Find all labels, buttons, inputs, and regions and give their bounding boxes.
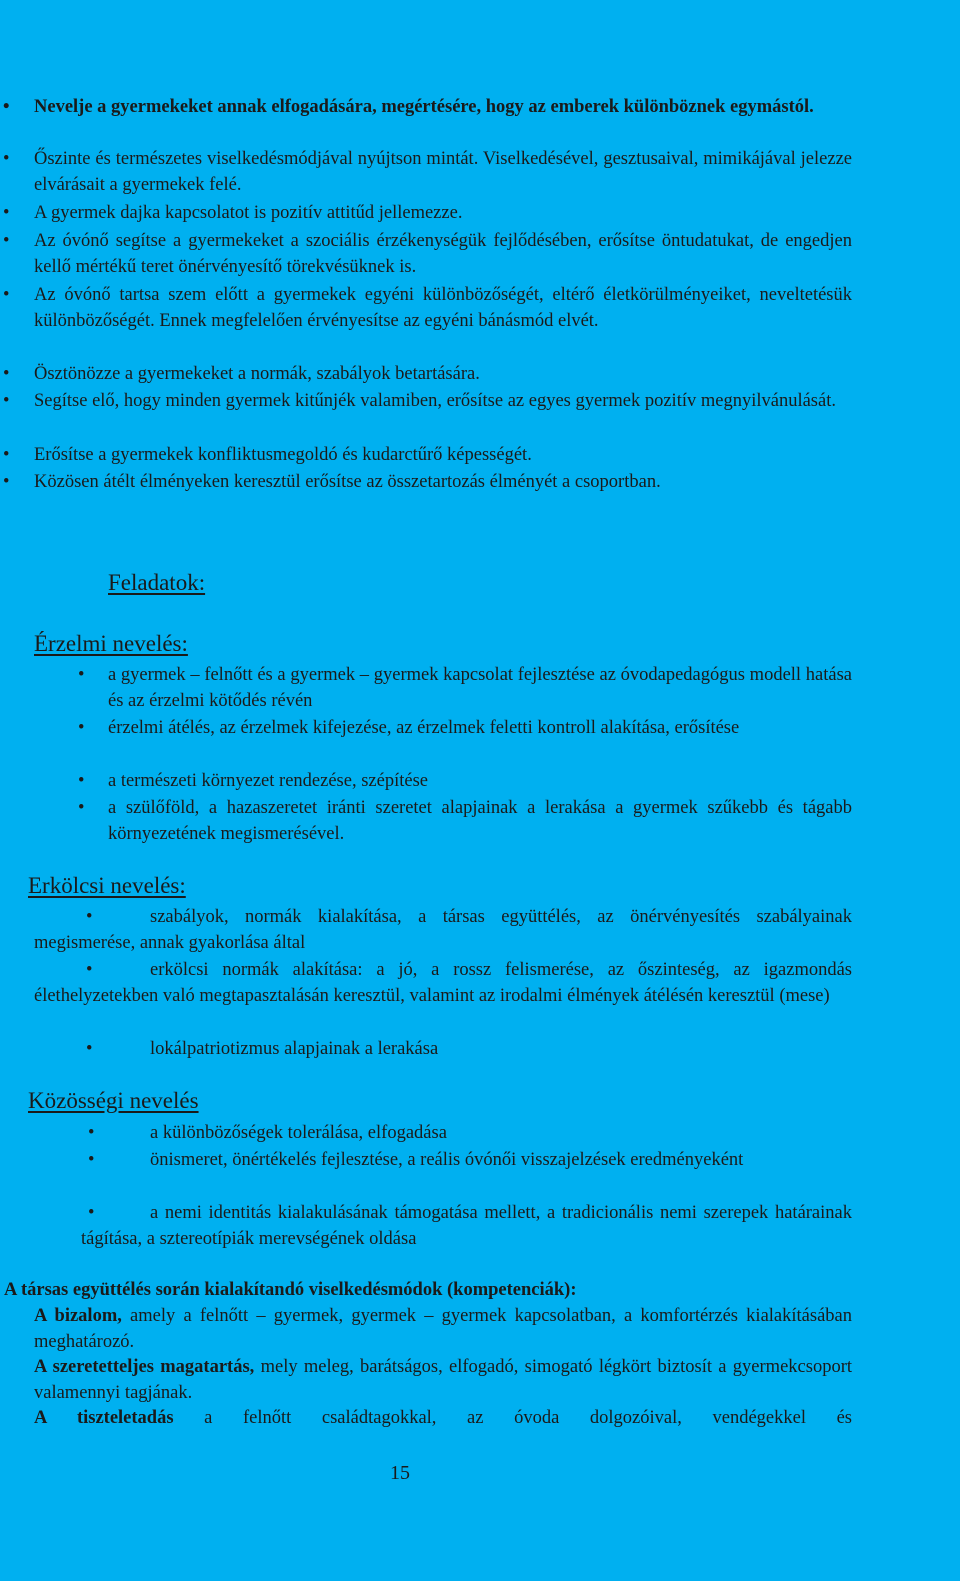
bullet-icon: •	[88, 1150, 95, 1170]
list1-item-2-text: Őszinte és természetes viselkedésmódjával nyújtson mintát. Viselkedésével, gesztusaival, mimikájával jelezze elvárásait a gyermekek felé.	[34, 149, 852, 195]
kompetencia-p2	[34, 1354, 852, 1406]
erkolcsi-item-3	[34, 1036, 852, 1062]
bullet-icon: •	[78, 771, 85, 791]
bullet-icon: •	[78, 665, 85, 685]
list1-item-6	[3, 361, 852, 387]
bullet-icon: •	[78, 718, 85, 738]
list1-item-3	[3, 200, 852, 226]
kompetencia-p3-bold: A tiszteletadás	[34, 1408, 174, 1428]
erzelmi-item-1	[78, 662, 852, 714]
bullet-icon: •	[78, 798, 85, 818]
list1-item-8	[3, 442, 852, 468]
erkolcsi-item-3-text: lokálpatriotizmus alapjainak a lerakása	[150, 1039, 439, 1059]
list1-item-4	[3, 228, 852, 280]
kozossegi-item-3-text: a nemi identitás kialakulásának támogatása mellett, a tradicionális nemi szerepek határainak tágítása, a sztereotípiák merevségének oldása	[81, 1203, 852, 1249]
erzelmi-item-2	[78, 715, 852, 741]
list1-item-4-text: Az óvónő segítse a gyermekeket a szociális érzékenységük fejlődésében, erősítse öntudatukat, de engedjen kellő mértékű teret önérvényesítő törekvésüknek is.	[34, 231, 852, 277]
erkolcsi-item-1	[34, 904, 852, 956]
list1-item-1-text: Nevelje a gyermekeket annak elfogadására, megértésére, hogy az emberek különböznek egymástól.	[34, 97, 814, 117]
list1-item-3-text: A gyermek dajka kapcsolatot is pozitív attitűd jellemezze.	[34, 203, 463, 223]
erzelmi-item-2-text: érzelmi átélés, az érzelmek kifejezése, az érzelmek feletti kontroll alakítása, erősítése	[108, 718, 740, 738]
list1-item-9-text: Közösen átélt élményeken keresztül erősítse az összetartozás élményét a csoportban.	[34, 472, 661, 492]
bullet-icon: •	[3, 97, 10, 117]
kompetencia-p3-rest: a felnőtt családtagokkal, az óvoda dolgozóival, vendégekkel és	[173, 1408, 852, 1428]
erkolcsi-item-1-text: szabályok, normák kialakítása, a társas együttélés, az önérvényesítés szabályainak megismerése, annak gyakorlása által	[34, 907, 852, 953]
bullet-icon: •	[3, 445, 10, 465]
bullet-icon: •	[3, 203, 10, 223]
bullet-icon: •	[3, 149, 10, 169]
erkolcsi-item-2	[34, 957, 852, 1009]
page-number: 15	[390, 1462, 410, 1484]
heading-erzelmi: Érzelmi nevelés:	[34, 631, 188, 656]
bullet-icon: •	[3, 364, 10, 384]
kompetencia-title: A társas együttélés során kialakítandó viselkedésmódok (kompetenciák):	[4, 1280, 577, 1300]
bullet-icon: •	[88, 1123, 95, 1143]
erzelmi-item-1-text: a gyermek – felnőtt és a gyermek – gyermek kapcsolat fejlesztése az óvodapedagógus modell hatása és az érzelmi kötődés révén	[108, 665, 852, 711]
list1-item-7-text: Segítse elő, hogy minden gyermek kitűnjék valamiben, erősítse az egyes gyermek pozitív megnyilvánulását.	[34, 391, 836, 411]
erzelmi-item-4	[78, 795, 852, 847]
kozossegi-item-2-text: önismeret, önértékelés fejlesztése, a reális óvónői visszajelzések eredményeként	[150, 1150, 744, 1170]
list1-item-2	[3, 146, 852, 198]
list1-item-1	[3, 94, 852, 120]
bullet-icon: •	[3, 391, 10, 411]
kozossegi-item-1-text: a különbözőségek tolerálása, elfogadása	[150, 1123, 447, 1143]
bullet-icon: •	[3, 231, 10, 251]
list1-item-9	[3, 469, 852, 495]
bullet-icon: •	[86, 907, 93, 927]
erzelmi-item-4-text: a szülőföld, a hazaszeretet iránti szeretet alapjainak a lerakása a gyermek szűkebb és tágabb környezetének megismerésével.	[108, 798, 852, 844]
bullet-icon: •	[86, 960, 93, 980]
kompetencia-p2-bold: A szeretetteljes magatartás,	[34, 1357, 255, 1377]
bullet-icon: •	[3, 285, 10, 305]
list1-item-7	[3, 388, 852, 414]
kompetencia-p2-rest: mely meleg, barátságos, elfogadó, simogató légkört biztosít a gyermekcsoport valamennyi tagjának.	[34, 1357, 852, 1403]
list1-item-6-text: Ösztönözze a gyermekeket a normák, szabályok betartására.	[34, 364, 480, 384]
list1-item-5	[3, 282, 852, 334]
erzelmi-item-3-text: a természeti környezet rendezése, szépítése	[108, 771, 428, 791]
kompetencia-p1	[34, 1303, 852, 1355]
kompetencia-p1-rest: amely a felnőtt – gyermek, gyermek – gyermek kapcsolatban, a komfortérzés kialakításában meghatározó.	[34, 1306, 852, 1352]
list1-item-5-text: Az óvónő tartsa szem előtt a gyermekek egyéni különbözőségét, eltérő életkörülményeiket, neveltetésük különbözőségét. Ennek megfelelően érvényesítse az egyéni bánásmód elvét.	[34, 285, 852, 331]
bullet-icon: •	[86, 1039, 93, 1059]
kompetencia-p1-bold: A bizalom,	[34, 1306, 122, 1326]
heading-kozossegi: Közösségi nevelés	[28, 1088, 199, 1113]
bullet-icon: •	[88, 1203, 95, 1223]
kozossegi-item-3	[81, 1200, 852, 1252]
heading-erkolcsi: Erkölcsi nevelés:	[28, 873, 186, 898]
list1-item-8-text: Erősítse a gyermekek konfliktusmegoldó és kudarctűrő képességét.	[34, 445, 532, 465]
erkolcsi-item-2-text: erkölcsi normák alakítása: a jó, a rossz felismerése, az őszinteség, az igazmondás élethelyzetekben való megtapasztalásán keresztül, valamint az irodalmi élmények átélésén keresztül (mese)	[34, 960, 852, 1006]
bullet-icon: •	[3, 472, 10, 492]
kozossegi-item-1	[81, 1120, 852, 1146]
kompetencia-p3	[34, 1405, 852, 1431]
heading-feladatok: Feladatok:	[108, 570, 206, 595]
kozossegi-item-2	[81, 1147, 852, 1173]
erzelmi-item-3	[78, 768, 852, 794]
